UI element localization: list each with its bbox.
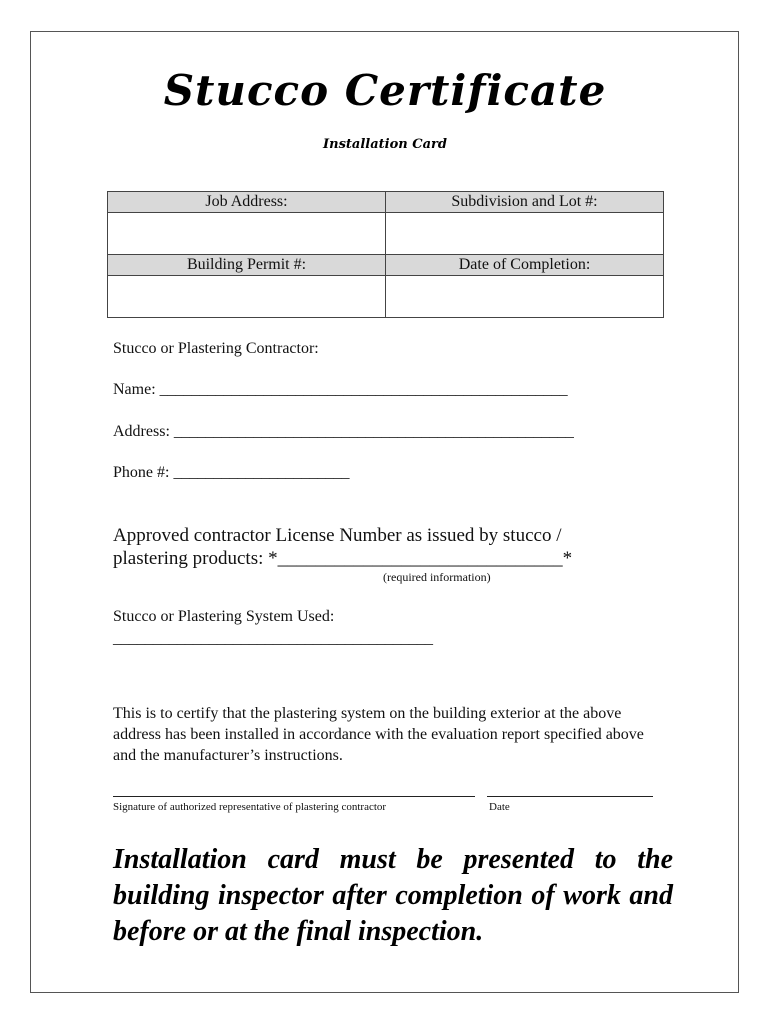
job-address-field[interactable] <box>108 213 386 255</box>
building-permit-field[interactable] <box>108 276 386 318</box>
document-title: Stucco Certificate <box>163 66 607 115</box>
system-heading: Stucco or Plastering System Used: <box>113 608 335 625</box>
job-address-header: Job Address: <box>108 192 386 213</box>
contractor-name-field[interactable]: Name: ___________________________________________________ <box>113 381 568 398</box>
date-line[interactable] <box>487 796 653 797</box>
system-used-field[interactable]: ________________________________________ <box>113 630 433 647</box>
signature-label: Signature of authorized representative of plastering contractor <box>113 801 387 813</box>
date-of-completion-header: Date of Completion: <box>386 255 664 276</box>
building-permit-header: Building Permit #: <box>108 255 386 276</box>
contractor-phone-field[interactable]: Phone #: ______________________ <box>113 464 350 481</box>
document-subtitle: Installation Card <box>323 137 447 152</box>
license-text-line1: Approved contractor License Number as issued by stucco / <box>113 525 562 546</box>
certification-statement: This is to certify that the plastering system on the building exterior at the above address has been installed in accordance with the evaluation report specified above and the manufacturer’s instructions. <box>113 705 644 764</box>
signature-line[interactable] <box>113 796 475 797</box>
info-table <box>107 191 664 318</box>
license-number-field[interactable]: plastering products: *______________________________* <box>113 548 573 569</box>
date-of-completion-field[interactable] <box>386 276 664 318</box>
date-label: Date <box>489 801 510 813</box>
contractor-heading: Stucco or Plastering Contractor: <box>113 340 319 357</box>
subdivision-lot-header: Subdivision and Lot #: <box>386 192 664 213</box>
required-information-note: (required information) <box>383 570 491 584</box>
closing-instruction: Installation card must be presented to the building inspector after completion of work and before or at the final inspection. <box>113 844 673 947</box>
subdivision-lot-field[interactable] <box>386 213 664 255</box>
contractor-address-field[interactable]: Address: __________________________________________________ <box>113 423 574 440</box>
